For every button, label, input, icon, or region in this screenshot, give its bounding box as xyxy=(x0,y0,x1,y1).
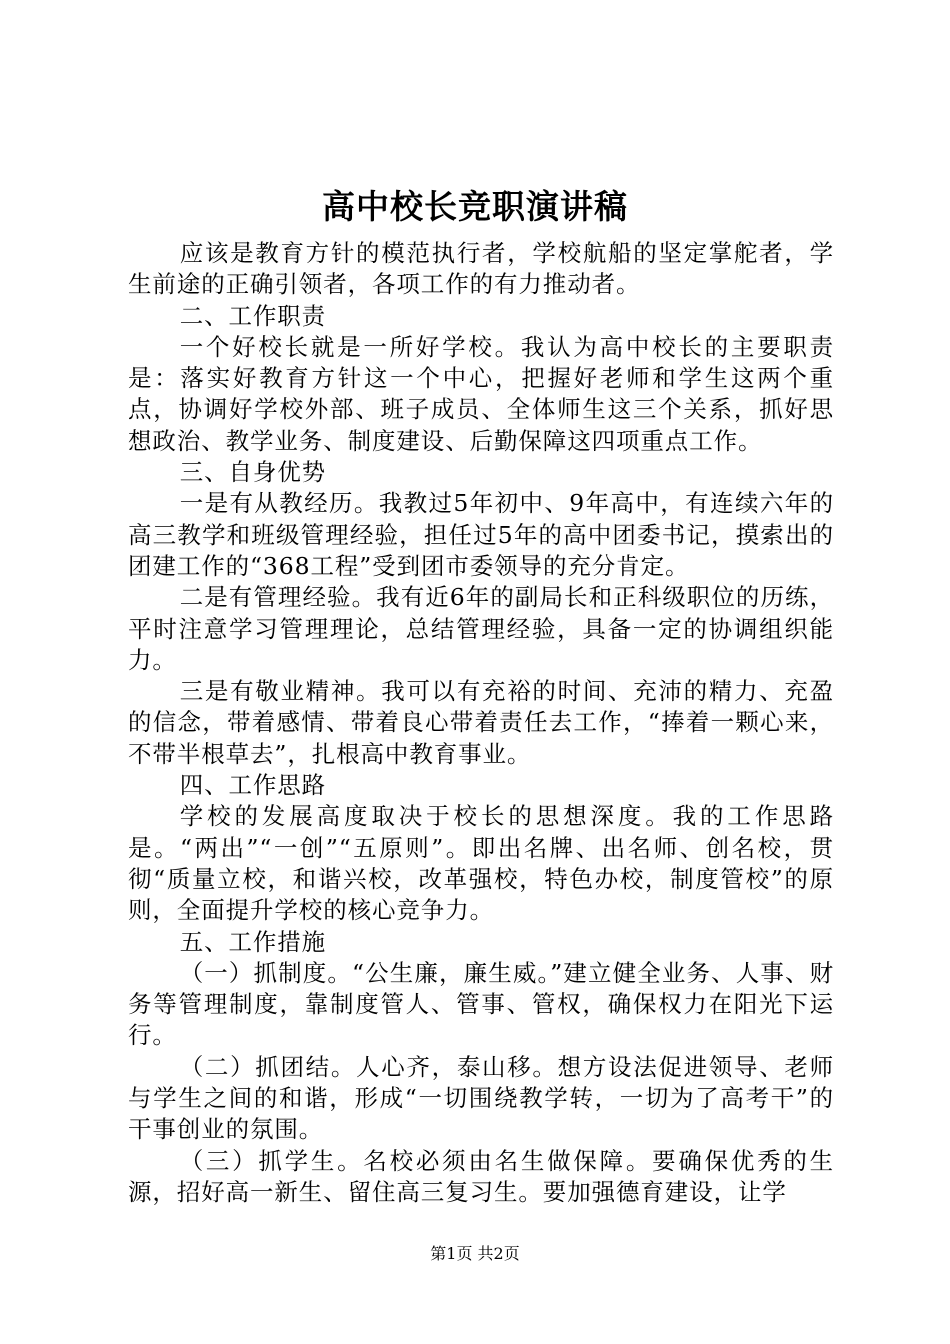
paragraph: 二是有管理经验。我有近6年的副局长和正科级职位的历练，平时注意学习管理理论，总结管理经验，具备一定的协调组织能力。 xyxy=(128,583,834,674)
section-heading: 四、工作思路 xyxy=(179,771,327,800)
paragraph: （三）抓学生。名校必须由名生做保障。要确保优秀的生源，招好高一新生、留住高三复习生。要加强德育建设，让学 xyxy=(128,1146,834,1206)
paragraph: 三是有敬业精神。我可以有充裕的时间、充沛的精力、充盈的信念，带着感情、带着良心带着责任去工作，“捧着一颗心来，不带半根草去”，扎根高中教育事业。 xyxy=(128,677,834,768)
paragraph: 一个好校长就是一所好学校。我认为高中校长的主要职责是：落实好教育方针这一个中心，把握好老师和学生这两个重点，协调好学校外部、班子成员、全体师生这三个关系，抓好思想政治、教学业务、制度建设、后勤保障这四项重点工作。 xyxy=(128,332,834,455)
paragraph: 学校的发展高度取决于校长的思想深度。我的工作思路是。“两出”“一创”“五原则”。即出名牌、出名师、创名校，贯彻“质量立校，和谐兴校，改革强校，特色办校，制度管校”的原则，全面提升学校的核心竞争力。 xyxy=(128,802,834,925)
paragraph: 应该是教育方针的模范执行者，学校航船的坚定掌舵者，学生前途的正确引领者，各项工作的有力推动者。 xyxy=(128,239,834,299)
section-heading: 五、工作措施 xyxy=(179,927,327,956)
paragraph: 一是有从教经历。我教过5年初中、9年高中，有连续六年的高三教学和班级管理经验，担任过5年的高中团委书记，摸索出的团建工作的“368工程”受到团市委领导的充分肯定。 xyxy=(128,489,834,580)
document-body xyxy=(128,238,834,1208)
paragraph: （一）抓制度。“公生廉，廉生威。”建立健全业务、人事、财务等管理制度，靠制度管人、管事、管权，确保权力在阳光下运行。 xyxy=(128,958,834,1050)
section-heading: 二、工作职责 xyxy=(179,301,327,330)
section-heading: 三、自身优势 xyxy=(179,458,327,487)
paragraph: （二）抓团结。人心齐，泰山移。想方设法促进领导、老师与学生之间的和谐，形成“一切围绕教学转，一切为了高考干”的干事创业的氛围。 xyxy=(128,1052,834,1144)
page-title: 高中校长竞职演讲稿 xyxy=(322,187,628,226)
page-footer: 第1页 共2页 xyxy=(430,1244,520,1263)
